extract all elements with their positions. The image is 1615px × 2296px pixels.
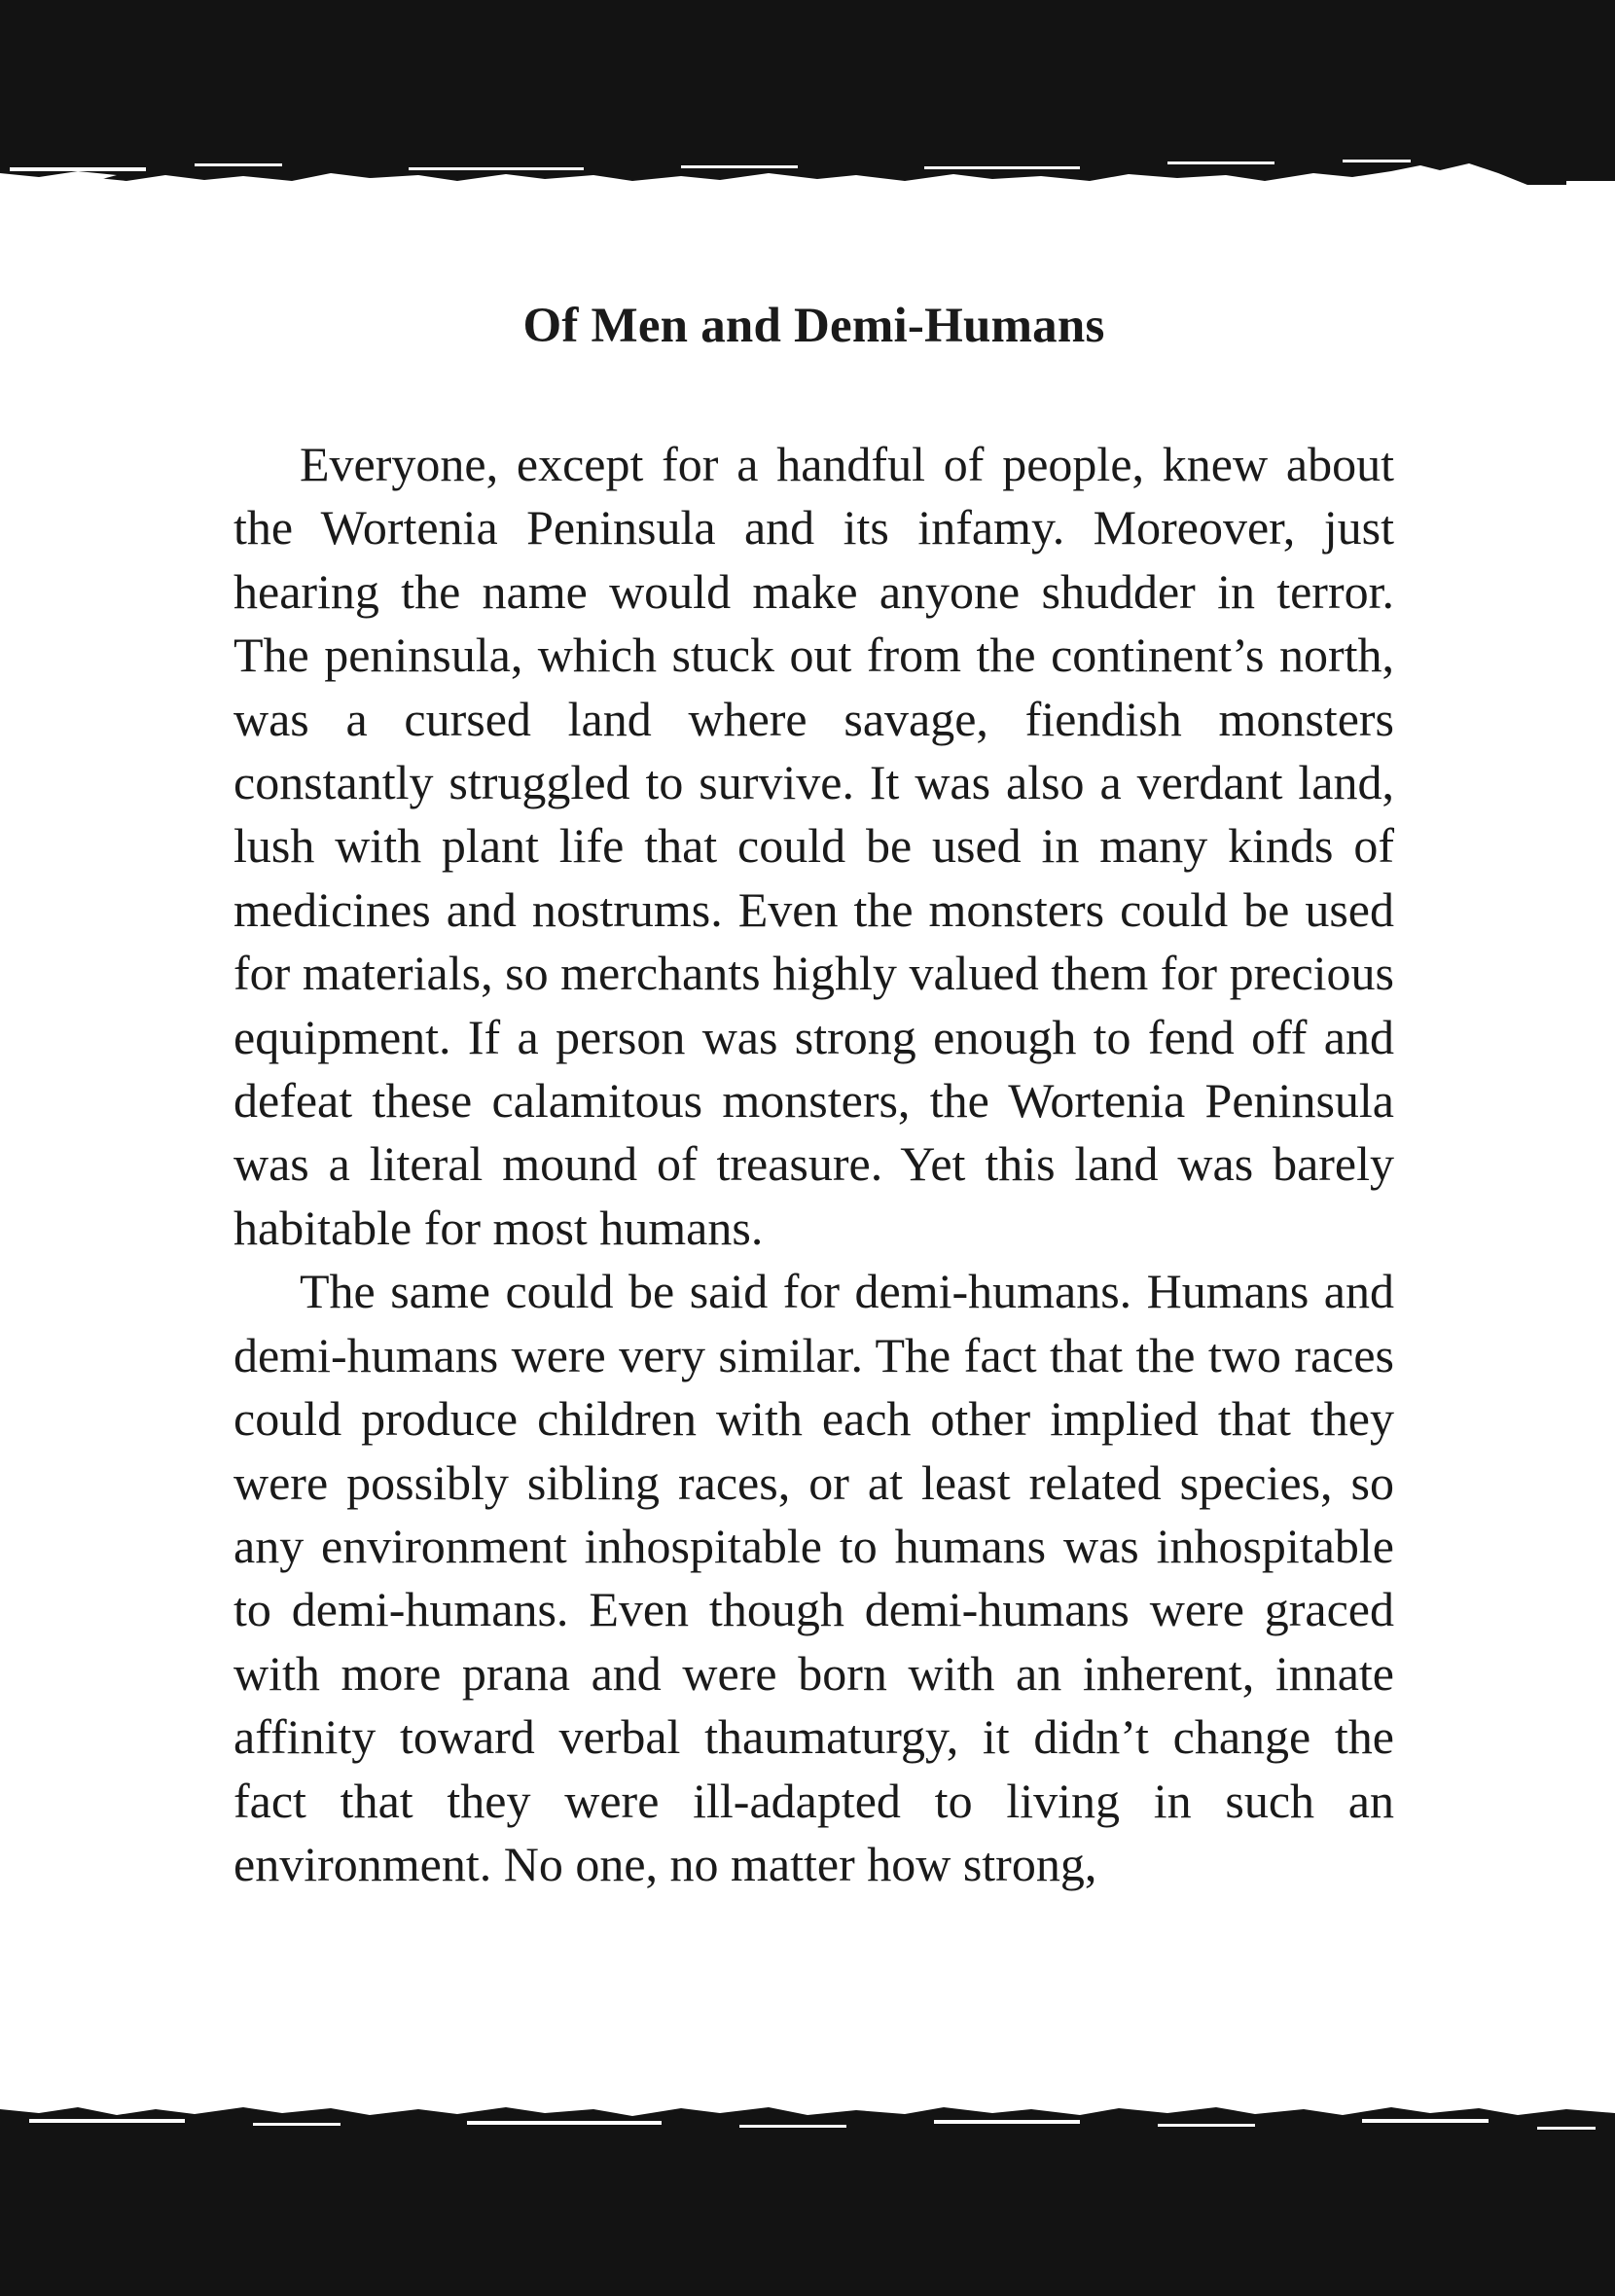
top-brush-border xyxy=(0,0,1615,185)
bottom-brush-border xyxy=(0,2101,1615,2296)
bottom-brush-stroke-decoration xyxy=(0,2101,1615,2296)
top-brush-stroke-decoration xyxy=(0,0,1615,185)
body-paragraph-1: Everyone, except for a handful of people, knew about the Wortenia Peninsula and its infamy. Moreover, just hearing the name would make anyone shudder in terror. The peninsula, which stuck out from the continent’s north, was a cursed land where savage, fiendish monsters constantly struggled to survive. It was also a verdant land, lush with plant life that could be used in many kinds of medicines and nostrums. Even the monsters could be used for materials, so merchants highly valued them for precious equipment. If a person was strong enough to fend off and defeat these calamitous monsters, the Wortenia Peninsula was a literal mound of treasure. Yet this land was barely habitable for most humans. xyxy=(233,437,1394,1255)
body-paragraph-2: The same could be said for demi-humans. Humans and demi-humans were very similar. The fact that the two races could produce children with each other implied that they were possibly sibling races, or at least related species, so any environment inhospitable to humans was inhospitable to demi-humans. Even though demi-humans were graced with more prana and were born with an inherent, innate affinity toward verbal thaumaturgy, it didn’t change the fact that they were ill-adapted to living in such an environment. No one, no matter how strong, xyxy=(233,1264,1394,1891)
page-content xyxy=(233,292,1394,1896)
chapter-title: Of Men and Demi-Humans xyxy=(522,299,1105,353)
